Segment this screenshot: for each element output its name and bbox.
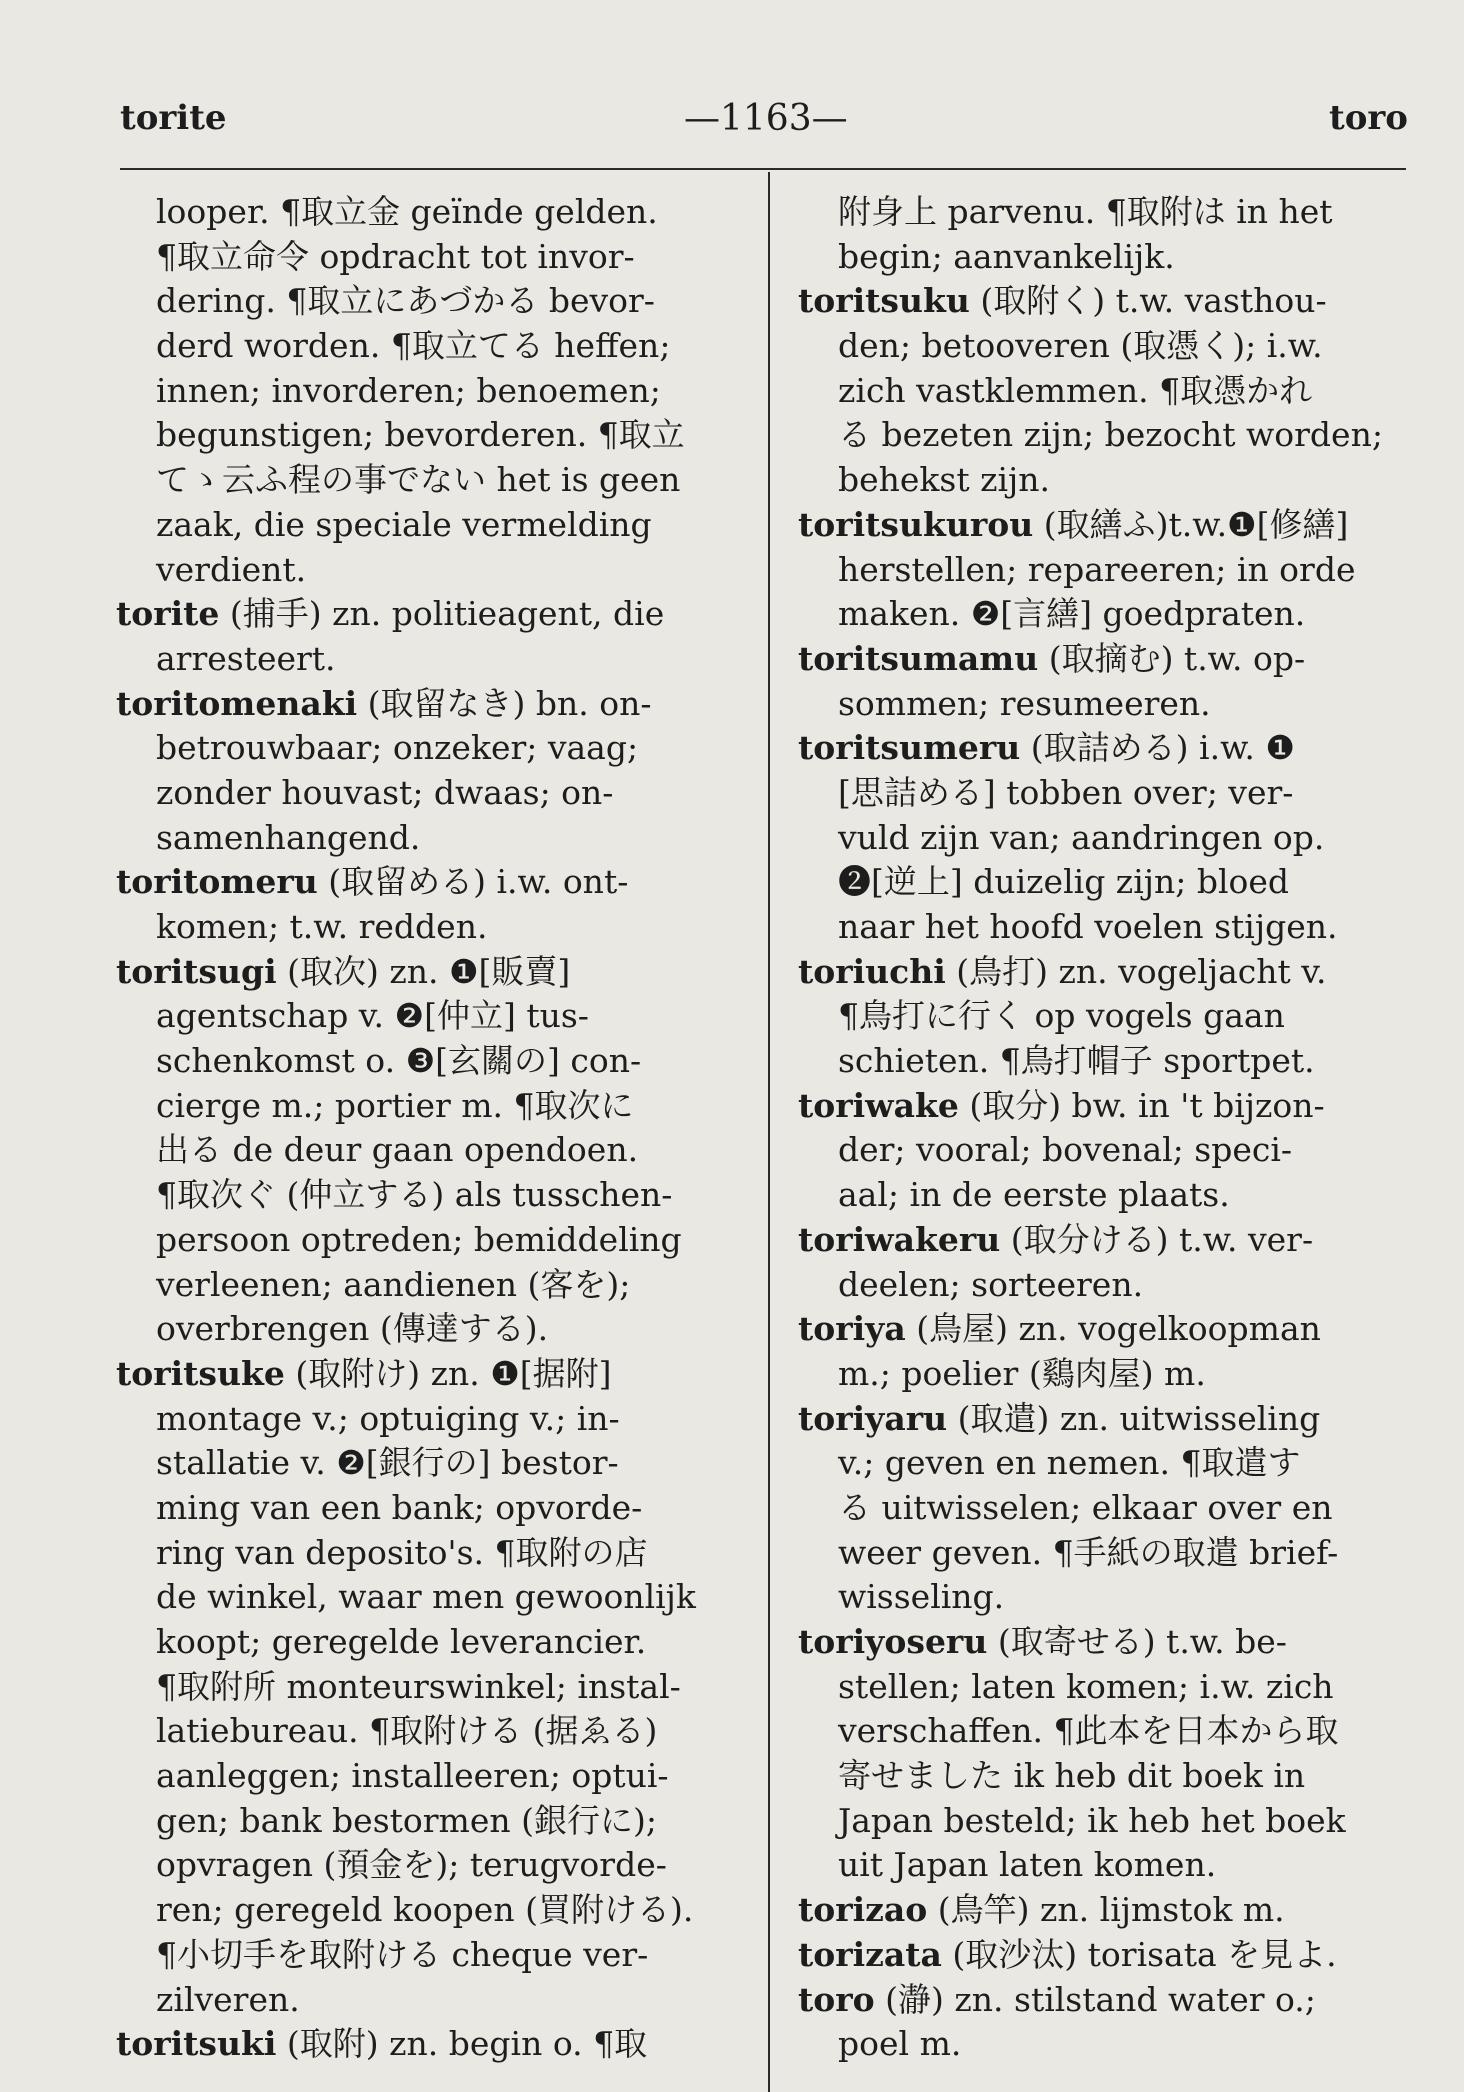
entry-text: [思詰める] tobben over; ver-	[838, 772, 1294, 812]
headword: toritomeru	[116, 862, 318, 902]
entry-continuation-line	[116, 1978, 746, 2023]
entry-text: zaak, die speciale vermelding	[156, 504, 652, 544]
entry-text: (取分ける) t.w. ver-	[1000, 1219, 1314, 1259]
headword: torite	[116, 594, 220, 634]
entry-text: (取寄せる) t.w. be-	[987, 1622, 1287, 1661]
entry-text: uit Japan laten komen.	[838, 1845, 1217, 1885]
entry-text: begin; aanvankelijk.	[838, 236, 1175, 276]
entry-continuation-line	[798, 860, 1430, 905]
entry-text: zich vastklemmen. ¶取憑かれ	[838, 370, 1313, 410]
dictionary-entry-line	[798, 279, 1430, 324]
entry-text: ¶小切手を取附ける cheque ver-	[156, 1934, 649, 1974]
entry-continuation-line	[798, 458, 1430, 503]
entry-continuation-line	[116, 816, 746, 861]
entry-continuation-line	[116, 458, 746, 503]
entry-continuation-line	[116, 1307, 746, 1352]
entry-text: latiebureau. ¶取附ける (据ゑる)	[156, 1711, 658, 1751]
entry-continuation-line	[798, 1575, 1430, 1620]
headword: toritsumamu	[798, 638, 1039, 678]
entry-text: montage v.; optuiging v.; in-	[156, 1398, 620, 1438]
entry-text: wisseling.	[838, 1577, 1005, 1617]
dictionary-entry-line	[798, 1978, 1430, 2023]
entry-continuation-line	[798, 905, 1430, 950]
entry-continuation-line	[116, 235, 746, 280]
headword: torizata	[798, 1934, 942, 1974]
entry-text: ¶鳥打に行く op vogels gaan	[838, 996, 1285, 1036]
entry-continuation-line	[116, 1173, 746, 1218]
entry-text: (捕手) zn. politieagent, die	[219, 594, 665, 634]
running-head-right: toro	[1329, 98, 1408, 138]
entry-text: schenkomst o. ❸[玄關の] con-	[156, 1041, 642, 1081]
entry-text: (取遣) zn. uitwisseling	[947, 1398, 1321, 1438]
entry-continuation-line	[798, 413, 1430, 458]
entry-continuation-line	[798, 816, 1430, 861]
entry-text: stallatie v. ❷[銀行の] bestor-	[156, 1443, 619, 1483]
entry-continuation-line	[116, 1709, 746, 1754]
entry-text: stellen; laten komen; i.w. zich	[838, 1666, 1334, 1706]
entry-continuation-line	[798, 682, 1430, 727]
entry-continuation-line	[116, 1039, 746, 1084]
headword: toriwakeru	[798, 1219, 1001, 1259]
dictionary-entry-line	[798, 1397, 1430, 1442]
entry-text: persoon optreden; bemiddeling	[156, 1219, 682, 1259]
dictionary-entry-line	[798, 1218, 1430, 1263]
entry-text: agentschap v. ❷[仲立] tus-	[156, 996, 589, 1036]
entry-text: gen; bank bestormen (銀行に);	[156, 1800, 657, 1840]
dictionary-entry-line	[116, 682, 746, 727]
dictionary-entry-line	[116, 950, 746, 995]
dictionary-entry-line	[116, 2022, 746, 2067]
entry-continuation-line	[116, 1620, 746, 1665]
entry-text: る bezeten zijn; bezocht worden;	[838, 415, 1383, 455]
entry-continuation-line	[798, 1263, 1430, 1308]
headword: toro	[798, 1979, 875, 2019]
entry-text: 附身上 parvenu. ¶取附は in het	[838, 192, 1333, 231]
entry-text: (取附け) zn. ❶[据附]	[284, 1353, 612, 1393]
entry-continuation-line	[798, 994, 1430, 1039]
dictionary-entry-line	[798, 726, 1430, 771]
entry-text: ¶取立命令 opdracht tot invor-	[156, 236, 635, 276]
entry-text: komen; t.w. redden.	[156, 907, 488, 946]
entry-continuation-line	[798, 771, 1430, 816]
entry-text: vuld zijn van; aandringen op.	[838, 817, 1325, 857]
entry-text: v.; geven en nemen. ¶取遣す	[838, 1443, 1301, 1483]
entry-continuation-line	[116, 413, 746, 458]
entry-continuation-line	[798, 1486, 1430, 1531]
entry-text: begunstigen; bevorderen. ¶取立	[156, 415, 685, 455]
entry-continuation-line	[116, 1888, 746, 1933]
header-rule	[120, 168, 1406, 170]
entry-text: Japan besteld; ik heb het boek	[838, 1800, 1346, 1840]
entry-continuation-line	[116, 190, 746, 235]
entry-text: ren; geregeld koopen (買附ける).	[156, 1890, 694, 1930]
entry-text: schieten. ¶鳥打帽子 sportpet.	[838, 1041, 1315, 1081]
dictionary-entry-line	[798, 1933, 1430, 1978]
entry-continuation-line	[116, 279, 746, 324]
entry-continuation-line	[116, 1799, 746, 1844]
entry-text: る uitwisselen; elkaar over en	[838, 1487, 1333, 1527]
entry-text: (取沙汰) torisata を見よ.	[941, 1934, 1337, 1974]
entry-continuation-line	[116, 1575, 746, 1620]
headword: torizao	[798, 1890, 928, 1930]
dictionary-entry-line	[798, 950, 1430, 995]
entry-text: innen; invorderen; benoemen;	[156, 370, 661, 410]
entry-text: (取附く) t.w. vasthou-	[969, 281, 1327, 321]
entry-text: ring van deposito's. ¶取附の店	[156, 1532, 648, 1572]
headword: toriya	[798, 1309, 906, 1349]
column-divider	[768, 172, 770, 2092]
entry-text: betrouwbaar; onzeker; vaag;	[156, 728, 639, 768]
entry-continuation-line	[116, 324, 746, 369]
entry-continuation-line	[798, 1843, 1430, 1888]
entry-text: (鳥打) zn. vogeljacht v.	[945, 951, 1327, 991]
entry-text: herstellen; repareeren; in orde	[838, 549, 1356, 589]
entry-continuation-line	[116, 1128, 746, 1173]
entry-continuation-line	[116, 1397, 746, 1442]
entry-text: (取分) bw. in 't bijzon-	[958, 1085, 1325, 1125]
entry-text: aal; in de eerste plaats.	[838, 1175, 1230, 1215]
entry-text: ming van een bank; opvorde-	[156, 1487, 643, 1527]
entry-text: verdient.	[156, 549, 307, 589]
page-number: —1163—	[684, 98, 848, 139]
entry-text: (取次) zn. ❶[販賣]	[276, 951, 571, 991]
entry-continuation-line	[798, 1441, 1430, 1486]
entry-continuation-line	[798, 1039, 1430, 1084]
entry-text: (取留なき) bn. on-	[357, 683, 652, 723]
entry-text: overbrengen (傳達する).	[156, 1309, 549, 1349]
entry-text: dering. ¶取立にあづかる bevor-	[156, 281, 655, 321]
entry-text: ❷[逆上] duizelig zijn; bloed	[838, 862, 1290, 902]
dictionary-entry-line	[798, 1084, 1430, 1129]
entry-continuation-line	[798, 1799, 1430, 1844]
entry-continuation-line	[116, 726, 746, 771]
entry-text: arresteert.	[156, 638, 336, 678]
entry-continuation-line	[116, 369, 746, 414]
entry-text: naar het hoofd voelen stijgen.	[838, 907, 1338, 946]
entry-text: (取詰める) i.w. ❶	[1020, 728, 1295, 768]
entry-continuation-line	[116, 1486, 746, 1531]
entry-text: poel m.	[838, 2024, 962, 2064]
entry-text: verschaffen. ¶此本を日本から取	[838, 1711, 1339, 1751]
entry-text: cierge m.; portier m. ¶取次に	[156, 1085, 634, 1125]
dictionary-entry-line	[798, 1307, 1430, 1352]
entry-text: 寄せました ik heb dit boek in	[838, 1756, 1306, 1796]
entry-continuation-line	[798, 235, 1430, 280]
entry-continuation-line	[116, 1263, 746, 1308]
dictionary-entry-line	[798, 1620, 1430, 1665]
entry-text: opvragen (預金を); terugvorde-	[156, 1845, 667, 1885]
dictionary-entry-line	[798, 1888, 1430, 1933]
entry-text: koopt; geregelde leverancier.	[156, 1622, 647, 1661]
dictionary-entry-line	[116, 1352, 746, 1397]
entry-continuation-line	[116, 1531, 746, 1576]
entry-text: verleenen; aandienen (客を);	[156, 1264, 631, 1304]
entry-text: derd worden. ¶取立てる heffen;	[156, 326, 671, 366]
entry-continuation-line	[798, 1128, 1430, 1173]
headword: toritsumeru	[798, 728, 1021, 768]
headword: toritomenaki	[116, 683, 358, 723]
entry-continuation-line	[798, 1531, 1430, 1576]
entry-text: m.; poelier (鷄肉屋) m.	[838, 1353, 1206, 1393]
entry-text: den; betooveren (取憑く); i.w.	[838, 326, 1323, 366]
entry-text: behekst zijn.	[838, 460, 1051, 500]
entry-text: sommen; resumeeren.	[838, 683, 1211, 723]
entry-continuation-line	[798, 324, 1430, 369]
headword: toriuchi	[798, 951, 946, 991]
entry-continuation-line	[798, 2022, 1430, 2067]
dictionary-entry-line	[116, 860, 746, 905]
entry-text: deelen; sorteeren.	[838, 1264, 1144, 1304]
entry-text: maken. ❷[言繕] goedpraten.	[838, 594, 1306, 634]
entry-text: (取留める) i.w. ont-	[317, 862, 629, 902]
entry-continuation-line	[798, 1709, 1430, 1754]
entry-continuation-line	[116, 637, 746, 682]
dictionary-entry-line	[798, 637, 1430, 682]
entry-text: (取繕ふ)t.w.❶[修繕]	[1033, 504, 1349, 544]
headword: toritsukurou	[798, 504, 1034, 544]
entry-text: 出る de deur gaan opendoen.	[156, 1130, 639, 1170]
entry-continuation-line	[116, 1665, 746, 1710]
entry-continuation-line	[116, 771, 746, 816]
running-head-left: torite	[120, 98, 227, 138]
headword: toriyaru	[798, 1398, 948, 1438]
entry-continuation-line	[116, 548, 746, 593]
entry-continuation-line	[116, 1933, 746, 1978]
entry-continuation-line	[798, 1754, 1430, 1799]
entry-continuation-line	[116, 994, 746, 1039]
entry-text: (鳥屋) zn. vogelkoopman	[905, 1309, 1321, 1349]
entry-text: てゝ云ふ程の事でない het is geen	[156, 460, 681, 500]
entry-continuation-line	[798, 369, 1430, 414]
entry-continuation-line	[116, 1843, 746, 1888]
dictionary-entry-line	[116, 592, 746, 637]
entry-text: zonder houvast; dwaas; on-	[156, 772, 614, 812]
entry-continuation-line	[116, 1218, 746, 1263]
headword: toritsuki	[116, 2024, 277, 2064]
entry-text: (鳥竿) zn. lijmstok m.	[927, 1890, 1285, 1930]
dictionary-entry-line	[798, 503, 1430, 548]
entry-text: weer geven. ¶手紙の取遣 brief-	[838, 1532, 1339, 1572]
entry-continuation-line	[798, 190, 1430, 235]
headword: toritsuku	[798, 281, 970, 321]
entry-text: (瀞) zn. stilstand water o.;	[874, 1979, 1316, 2019]
entry-continuation-line	[116, 1441, 746, 1486]
headword: toritsugi	[116, 951, 277, 991]
left-column	[116, 190, 746, 2067]
entry-continuation-line	[798, 1173, 1430, 1218]
entry-continuation-line	[798, 1352, 1430, 1397]
entry-text: ¶取次ぐ (仲立する) als tusschen-	[156, 1175, 673, 1215]
entry-continuation-line	[116, 1754, 746, 1799]
entry-text: ¶取附所 monteurswinkel; instal-	[156, 1666, 681, 1706]
headword: toriyoseru	[798, 1622, 988, 1661]
entry-continuation-line	[116, 1084, 746, 1129]
entry-text: samenhangend.	[156, 817, 421, 857]
headword: toritsuke	[116, 1353, 285, 1393]
entry-text: (取摘む) t.w. op-	[1038, 638, 1306, 678]
entry-text: aanleggen; installeeren; optui-	[156, 1756, 669, 1796]
entry-continuation-line	[798, 592, 1430, 637]
entry-text: looper. ¶取立金 geïnde gelden.	[156, 192, 658, 231]
entry-text: (取附) zn. begin o. ¶取	[276, 2024, 648, 2064]
entry-continuation-line	[798, 548, 1430, 593]
headword: toriwake	[798, 1085, 959, 1125]
entry-continuation-line	[116, 503, 746, 548]
entry-text: der; vooral; bovenal; speci-	[838, 1130, 1293, 1170]
right-column	[798, 190, 1430, 2067]
entry-continuation-line	[116, 905, 746, 950]
entry-text: zilveren.	[156, 1979, 300, 2019]
entry-text: de winkel, waar men gewoonlijk	[156, 1577, 696, 1617]
entry-continuation-line	[798, 1665, 1430, 1710]
